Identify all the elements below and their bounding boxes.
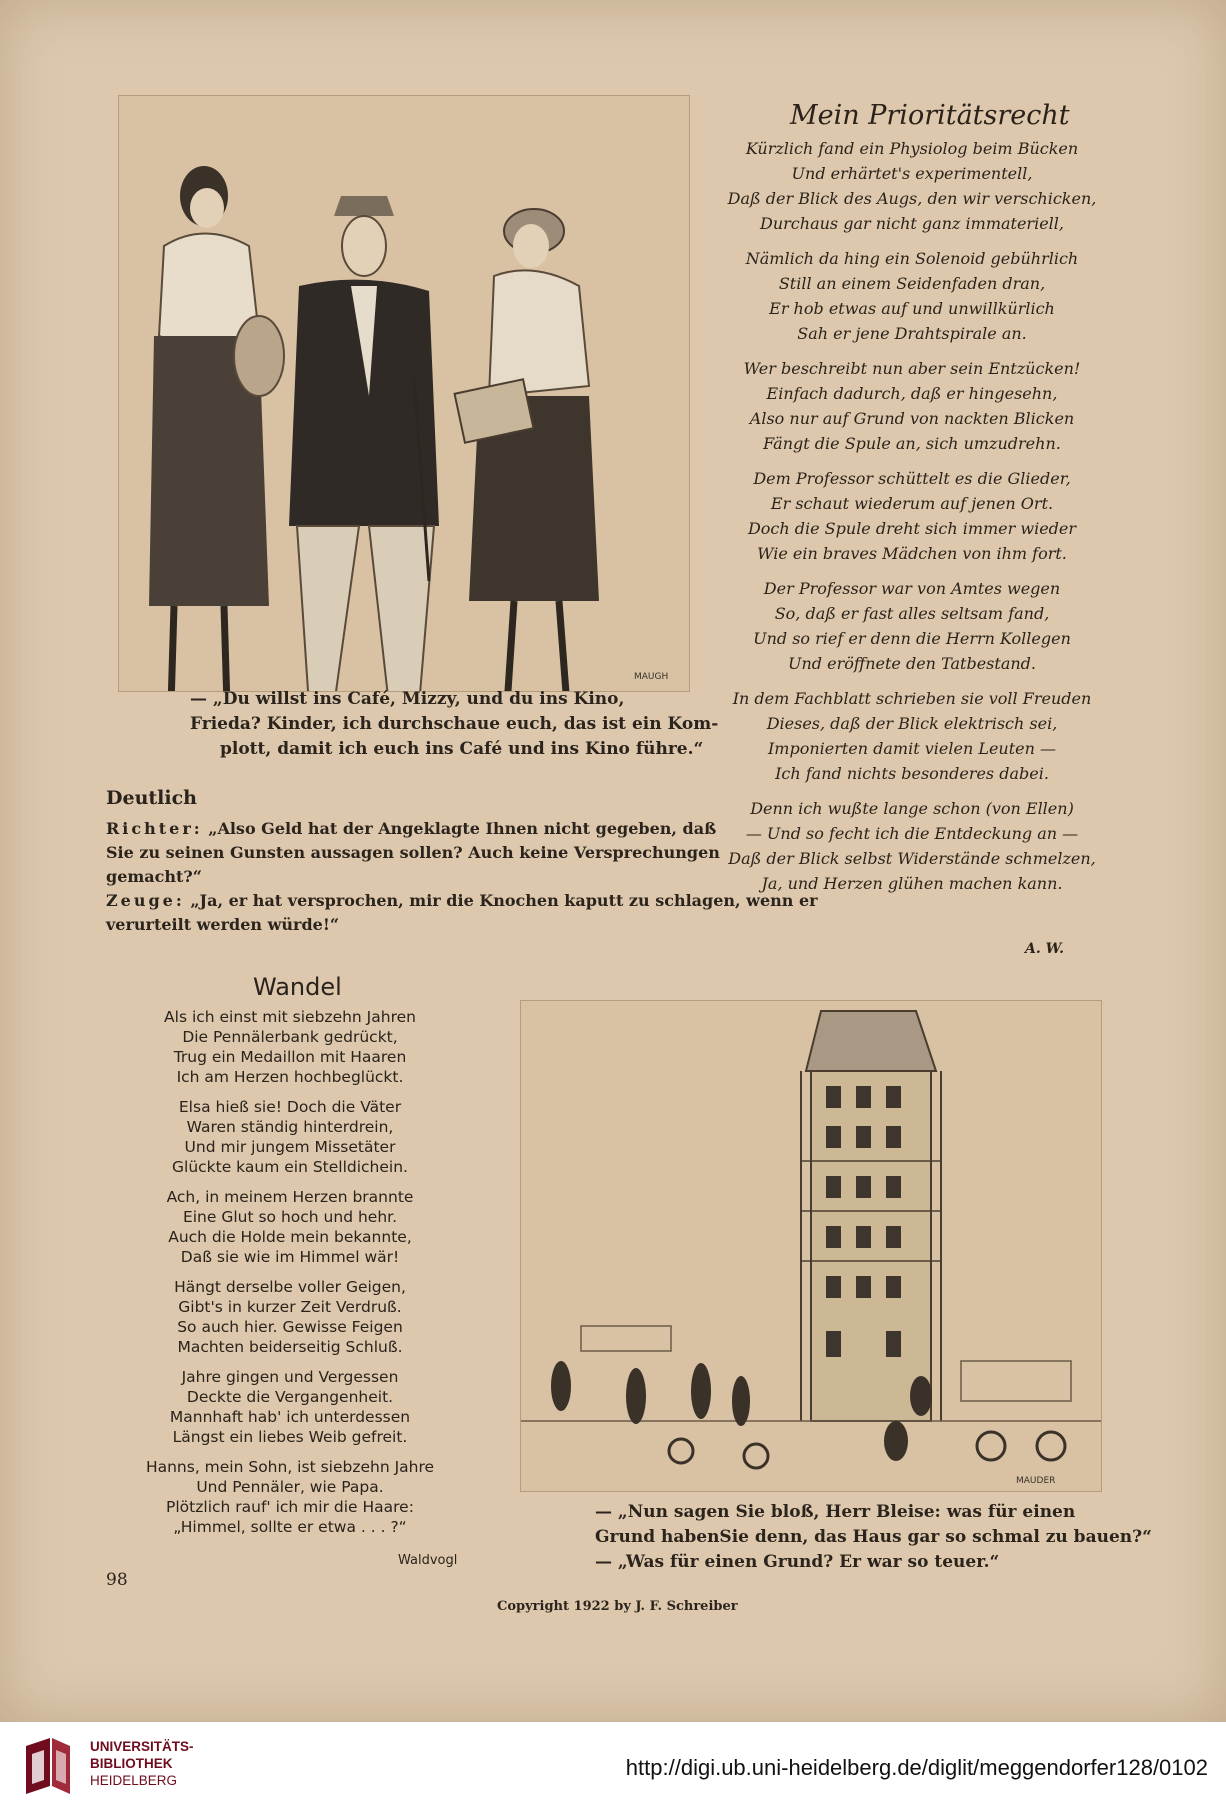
poem-stanza [110, 1007, 470, 1087]
dialog-text: verurteilt werden würde!“ [106, 915, 340, 934]
institution-line: UNIVERSITÄTS- [90, 1739, 194, 1754]
poem-stanza [110, 1277, 470, 1357]
poem-line: Er schaut wiederum auf jenen Ort. [770, 494, 1054, 513]
poem-line: Trug ein Medaillon mit Haaren [173, 1048, 407, 1066]
poem-line: Deckte die Vergangenheit. [186, 1388, 394, 1406]
poem-line: Die Pennälerbank gedrückt, [182, 1028, 398, 1046]
poem-line: Und so rief er denn die Herrn Kollegen [753, 629, 1071, 648]
institution-line: HEIDELBERG [90, 1773, 178, 1788]
poem-title: Mein Prioritätsrecht [790, 100, 1070, 131]
poem-line: Eine Glut so hoch und hehr. [182, 1208, 398, 1226]
poem-stanza [712, 356, 1112, 456]
illustration-caption [595, 1500, 1152, 1575]
deutlich-dialog [106, 817, 818, 937]
institution-name [90, 1738, 194, 1789]
poem-stanza [712, 136, 1112, 236]
poem-line: Ja, und Herzen glühen machen kann. [761, 874, 1063, 893]
svg-text:MAUDER: MAUDER [1016, 1476, 1056, 1486]
poem-line: Also nur auf Grund von nackten Blicken [749, 409, 1075, 428]
poem-line: Ach, in meinem Herzen brannte [166, 1188, 414, 1206]
institution-line: BIBLIOTHEK [90, 1756, 173, 1771]
poem-line: Still an einem Seidenfaden dran, [778, 274, 1046, 293]
poem-stanza [712, 466, 1112, 566]
poem-line: Sah er jene Drahtspirale an. [797, 324, 1027, 343]
poem-stanza [712, 576, 1112, 676]
speaker-label: Richter: [106, 819, 203, 838]
poem-line: Mannhaft hab' ich unterdessen [169, 1408, 411, 1426]
poem-stanza [110, 1187, 470, 1267]
poem-stanza [110, 1367, 470, 1447]
poem-line: Hängt derselbe voller Geigen, [174, 1278, 406, 1296]
poem-line: Dieses, daß der Blick elektrisch sei, [766, 714, 1058, 733]
dialog-text: „Ja, er hat versprochen, mir die Knochen kaputt zu schlagen, wenn er [190, 891, 818, 910]
poem-line: So, daß er fast alles seltsam fand, [774, 604, 1050, 623]
poem-line: Kürzlich fand ein Physiolog beim Bücken [745, 139, 1079, 158]
page-number: 98 [106, 1570, 128, 1590]
dialog-text: Sie zu seinen Gunsten aussagen sollen? Auch keine Versprechungen [106, 843, 720, 862]
document-url-link[interactable]: http://digi.ub.uni-heidelberg.de/diglit/meggendorfer128/0102 [625, 1755, 1208, 1780]
poem-line: Doch die Spule dreht sich immer wieder [747, 519, 1077, 538]
caption-line: — „Du willst ins Café, Mizzy, und du ins Kino, [190, 689, 625, 709]
poem-line: Hanns, mein Sohn, ist siebzehn Jahre [145, 1458, 435, 1476]
poem-body [712, 136, 1112, 906]
poem-line: Wer beschreibt nun aber sein Entzücken! [743, 359, 1081, 378]
poem-stanza [712, 686, 1112, 786]
poem-line: Jahre gingen und Vergessen [181, 1368, 399, 1386]
caption-line: Frieda? Kinder, ich durchschaue euch, das ist ein Kom- [190, 714, 719, 734]
poem-line: Imponierten damit vielen Leuten — [767, 739, 1057, 758]
poem-stanza [712, 796, 1112, 896]
poem-line: — Und so fecht ich die Entdeckung an — [745, 824, 1079, 843]
poem-line: Fängt die Spule an, sich umzudrehn. [763, 434, 1061, 453]
poem-line: Längst ein liebes Weib gefreit. [172, 1428, 408, 1446]
caption-line: Grund habenSie denn, das Haus gar so schmal zu bauen?“ [595, 1527, 1152, 1547]
poem-stanza [110, 1097, 470, 1177]
poem-line: „Himmel, sollte er etwa . . . ?“ [173, 1518, 407, 1536]
poem-line: Einfach dadurch, daß er hingesehn, [766, 384, 1058, 403]
poem-line: In dem Fachblatt schrieben sie voll Freuden [732, 689, 1092, 708]
caption-line: — „Nun sagen Sie bloß, Herr Bleise: was für einen [595, 1502, 1076, 1522]
poem-line: Plötzlich rauf' ich mir die Haare: [166, 1498, 414, 1516]
poem-line: Wie ein braves Mädchen von ihm fort. [757, 544, 1067, 563]
illustration-narrow-house [520, 1000, 1102, 1492]
three-figures-drawing [119, 96, 689, 691]
poem-line: Elsa hieß sie! Doch die Väter [178, 1098, 402, 1116]
poem-line: Machten beiderseitig Schluß. [177, 1338, 403, 1356]
poem-line: Auch die Holde mein bekannte, [168, 1228, 412, 1246]
poem-line: Daß der Blick des Augs, den wir verschicken, [727, 189, 1097, 208]
speaker-label: Zeuge: [106, 891, 185, 910]
caption-line: plott, damit ich euch ins Café und ins Kino führe.“ [220, 739, 704, 759]
poem-line: So auch hier. Gewisse Feigen [177, 1318, 403, 1336]
poem-line: Daß sie wie im Himmel wär! [180, 1248, 400, 1266]
section-heading-deutlich: Deutlich [106, 787, 197, 809]
poem-line: Waren ständig hinterdrein, [186, 1118, 394, 1136]
poem-line: Als ich einst mit siebzehn Jahren [164, 1008, 416, 1026]
poem-line: Ich fand nichts besonderes dabei. [775, 764, 1049, 783]
illustration-caption [190, 687, 719, 762]
poem-line: Glückte kaum ein Stelldichein. [172, 1158, 408, 1176]
poem-line: Und eröffnete den Tatbestand. [788, 654, 1036, 673]
university-logo-icon [20, 1736, 76, 1796]
poem-title-wandel: Wandel [253, 973, 342, 1001]
poem-line: Denn ich wußte lange schon (von Ellen) [750, 799, 1074, 818]
copyright-notice: Copyright 1922 by J. F. Schreiber [497, 1599, 738, 1614]
poem-line: Gibt's in kurzer Zeit Verdruß. [178, 1298, 402, 1316]
poem-signature: A. W. [1025, 941, 1065, 957]
poem-line: Und erhärtet's experimentell, [791, 164, 1033, 183]
svg-text:MAUGH: MAUGH [634, 672, 669, 682]
caption-line: — „Was für einen Grund? Er war so teuer.“ [595, 1552, 1000, 1572]
poem-line: Durchaus gar nicht ganz immateriell, [760, 214, 1064, 233]
poem-line: Nämlich da hing ein Solenoid gebührlich [745, 249, 1079, 268]
narrow-house-drawing [521, 1001, 1101, 1491]
poem-line: Und Pennäler, wie Papa. [196, 1478, 384, 1496]
poem-line: Der Professor war von Amtes wegen [763, 579, 1061, 598]
dialog-text: „Also Geld hat der Angeklagte Ihnen nicht gegeben, daß [208, 819, 717, 838]
poem-stanza [110, 1457, 470, 1537]
poem-line: Daß der Blick selbst Widerstände schmelzen, [728, 849, 1096, 868]
poem-line: Und mir jungem Missetäter [184, 1138, 396, 1156]
poem-signature: Waldvogl [398, 1553, 458, 1568]
poem-wandel [110, 1007, 470, 1547]
dialog-text: gemacht?“ [106, 867, 203, 886]
poem-line: Er hob etwas auf und unwillkürlich [769, 299, 1055, 318]
poem-line: Dem Professor schüttelt es die Glieder, [753, 469, 1071, 488]
poem-stanza [712, 246, 1112, 346]
illustration-three-figures [118, 95, 690, 692]
poem-line: Ich am Herzen hochbeglückt. [176, 1068, 404, 1086]
